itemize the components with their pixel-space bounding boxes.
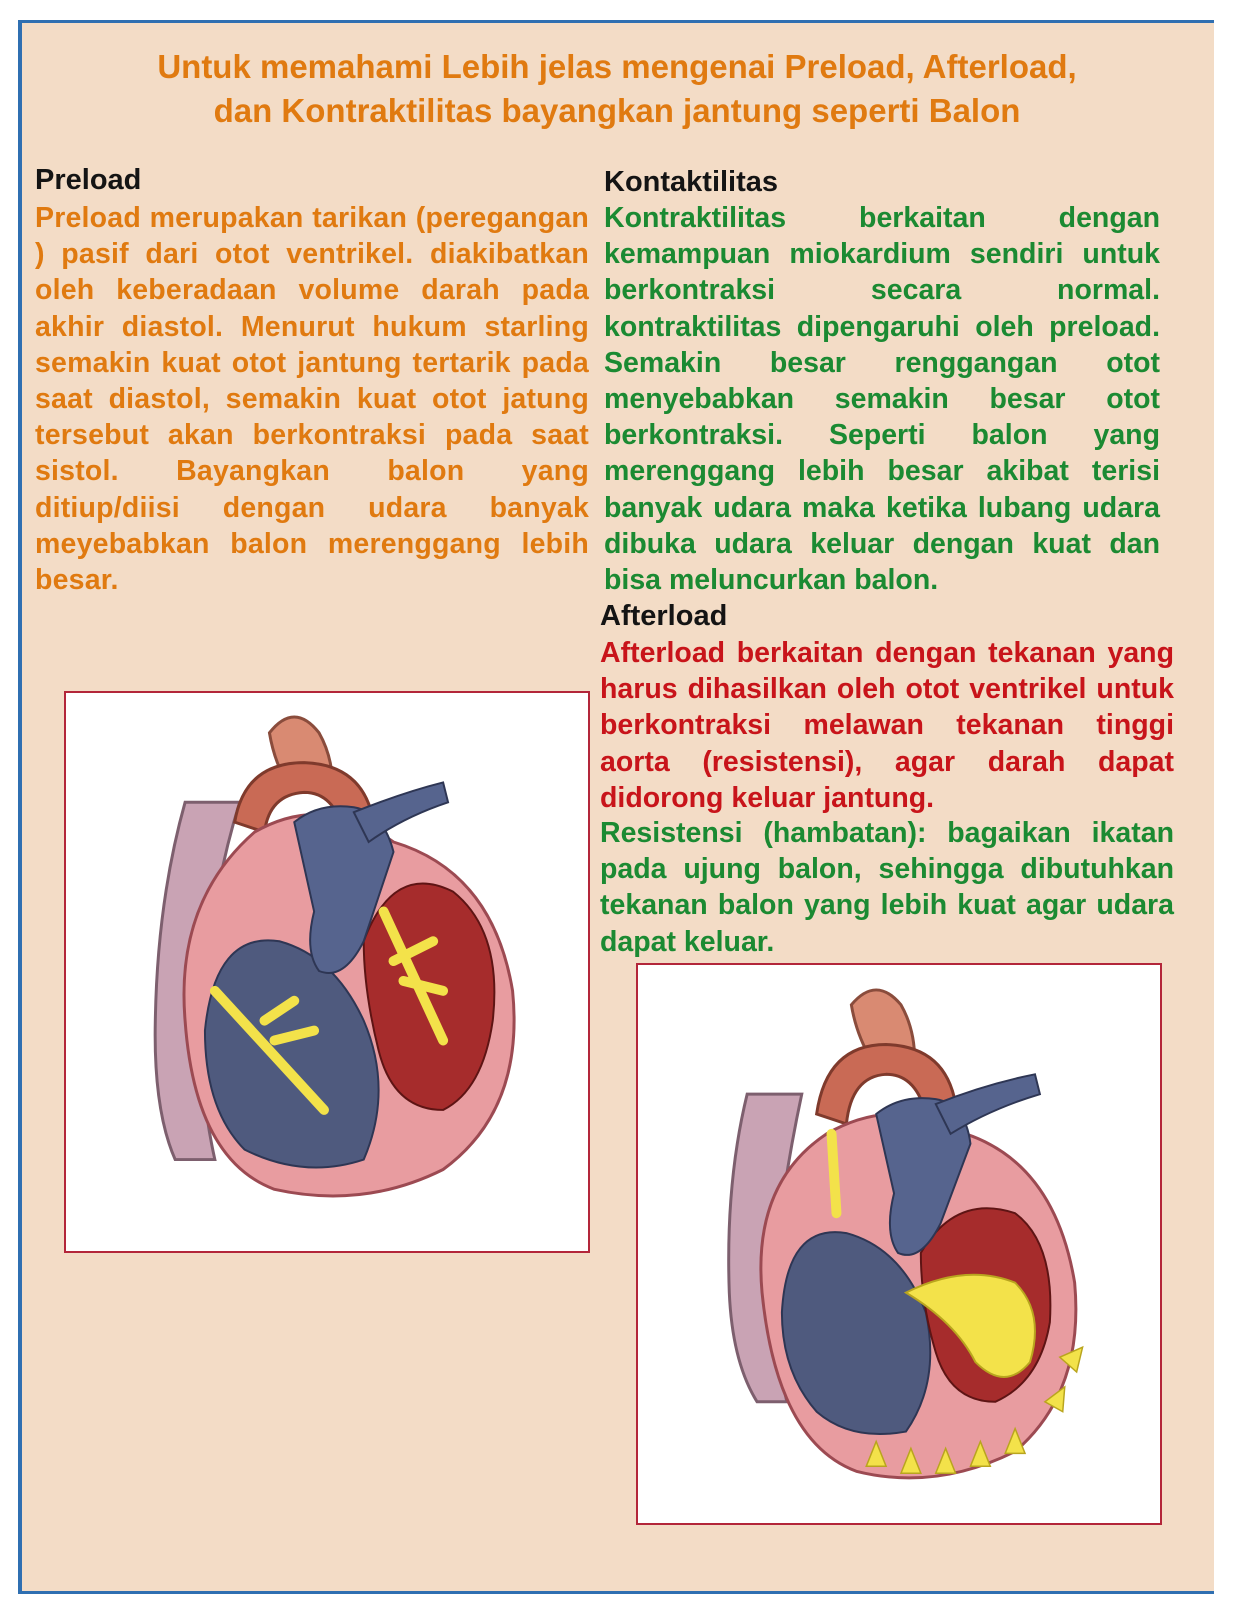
afterload-heading: Afterload: [600, 600, 728, 632]
preload-text: Preload merupakan tarikan (peregangan ) pasif dari otot ventrikel. diakibatkan oleh keberadaan volume darah pada akhir diastol. Menurut hukum starling semakin kuat otot jantung tertarik pada saat diastol, semakin kuat otot jatung tersebut akan berkontraksi pada saat sistol. Bayangkan balon yang ditiup/diisi dengan udara banyak meyebabkan balon merenggang lebih besar.: [35, 202, 589, 597]
pulmonary-branch-shape: [354, 782, 448, 842]
afterload-heart-figure: [636, 963, 1162, 1525]
afterload-text: Afterload berkaitan dengan tekanan yang harus dihasilkan oleh otot ventrikel untuk berkontraksi melawan tekanan tinggi aorta (resistensi), agar darah dapat didorong keluar jantung.: [600, 637, 1174, 814]
heart-systole-icon: [638, 965, 1160, 1523]
pulmonary-branch-shape: [936, 1074, 1040, 1134]
page-title: [52, 45, 1182, 133]
kontraktilitas-heading: Kontaktilitas: [604, 166, 779, 198]
poster-page: [18, 20, 1214, 1594]
preload-heading: Preload: [35, 164, 142, 196]
arrow-aorta-outflow: [832, 1134, 837, 1213]
title-line-1: Untuk memahami Lebih jelas mengenai Preload, Afterload,: [157, 48, 1077, 85]
title-line-2: dan Kontraktilitas bayangkan jantung seperti Balon: [213, 92, 1021, 129]
kontraktilitas-text: Kontraktilitas berkaitan dengan kemampuan miokardium sendiri untuk berkontraksi secara normal. kontraktilitas dipengaruhi oleh preload. Semakin besar renggangan otot menyebabkan semakin besar otot berkontraksi. Seperti balon yang merenggang lebih besar akibat terisi banyak udara maka ketika lubang udara dibuka udara keluar dengan kuat dan bisa meluncurkan balon.: [604, 202, 1160, 597]
heart-diastole-icon: [66, 693, 588, 1251]
resistensi-text: Resistensi (hambatan): bagaikan ikatan pada ujung balon, sehingga dibutuhkan tekanan balon yang lebih kuat agar udara dapat keluar.: [600, 817, 1174, 958]
preload-heart-figure: [64, 691, 590, 1253]
